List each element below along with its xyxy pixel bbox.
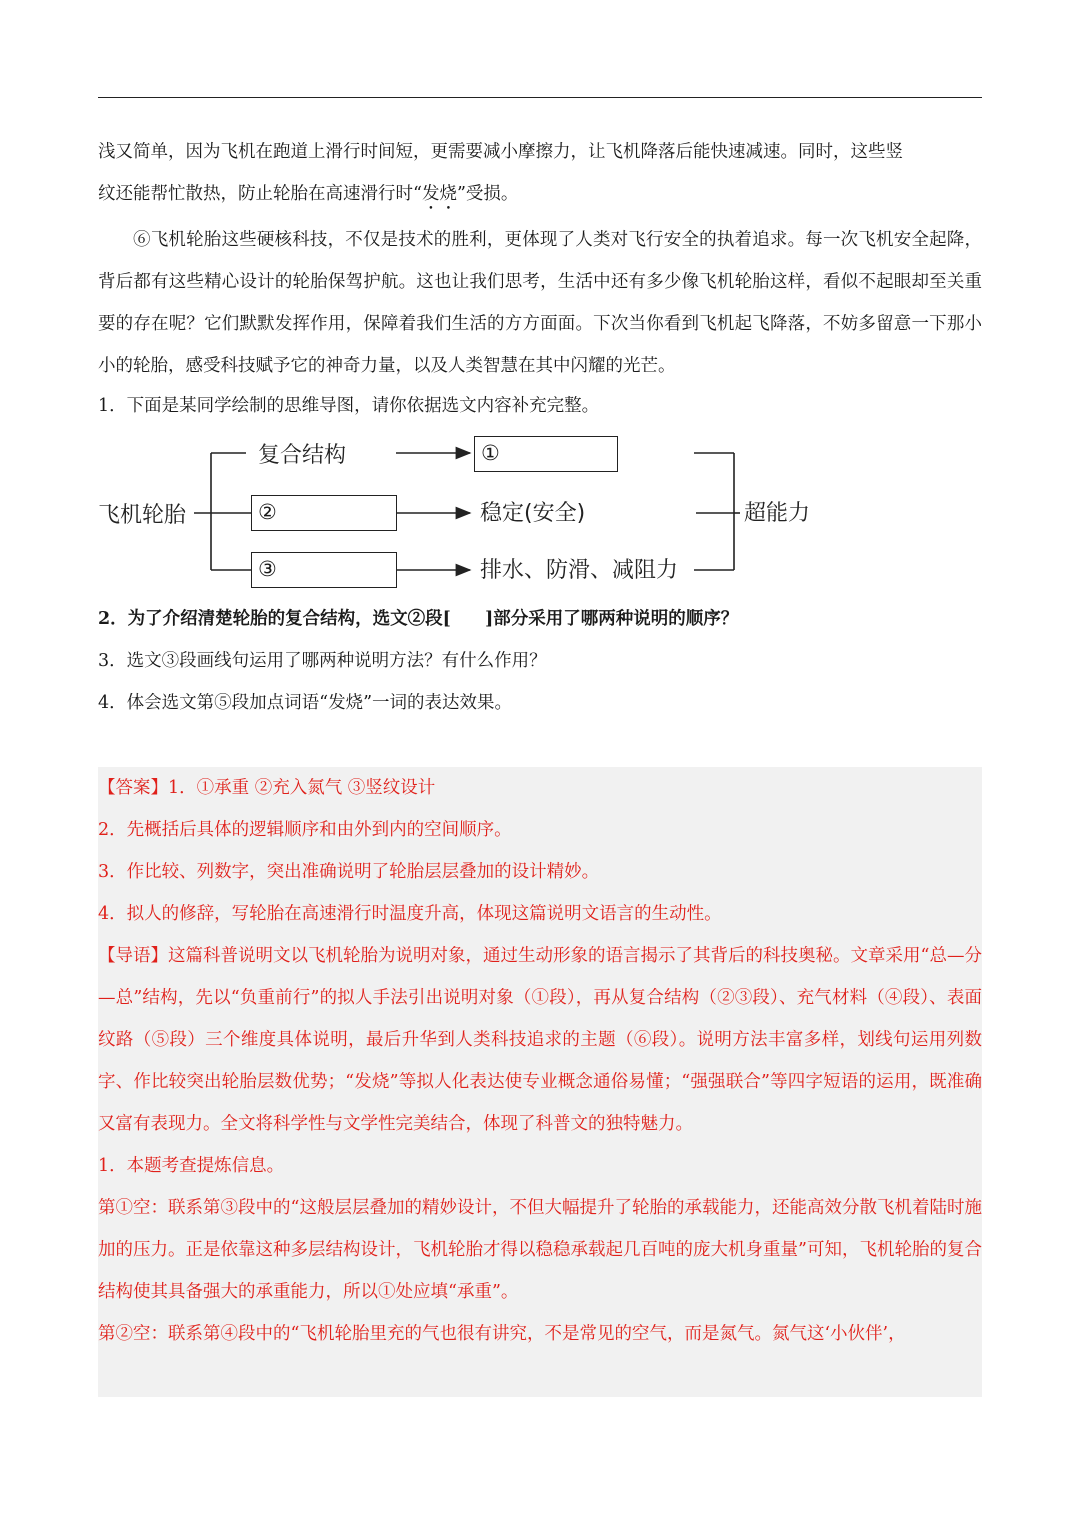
answer-section	[98, 767, 982, 1397]
header-rule	[98, 97, 982, 98]
guide: 【导语】这篇科普说明文以飞机轮胎为说明对象，通过生动形象的语言揭示了其背后的科技奥秘。文章采用“总—分—总”结构，先以“负重前行”的拟人手法引出说明对象（①段），再从复合结构（②③段）、充气材料（④段）、表面纹路（⑤段）三个维度具体说明，最后升华到人类科技追求的主题（⑥段）。说明方法丰富多样，划线句运用列数字、作比较突出轮胎层数优势；“发烧”等拟人化表达使专业概念通俗易懂；“强强联合”等四字短语的运用，既准确又富有表现力。全文将科学性与文学性完美结合，体现了科普文的独特魅力。	[98, 946, 982, 1134]
map-blank3: ③	[251, 552, 397, 588]
question-1: 1．下面是某同学绘制的思维导图，请你依据选文内容补充完整。	[98, 396, 600, 416]
map-summary: 超能力	[744, 501, 811, 526]
para5-line1: 浅又简单，因为飞机在跑道上滑行时间短，更需要减小摩擦力，让飞机降落后能快速减速。同时，这些竖	[98, 142, 903, 162]
answer-1: 【答案】1．①承重 ②充入氮气 ③竖纹设计	[98, 778, 436, 798]
mind-map-lines	[98, 428, 838, 588]
para6: ⑥飞机轮胎这些硬核科技，不仅是技术的胜利，更体现了人类对飞行安全的执着追求。每一次飞机安全起降，背后都有这些精心设计的轮胎保驾护航。这也让我们思考，生活中还有多少像飞机轮胎这样，看似不起眼却至关重要的存在呢？它们默默发挥作用，保障着我们生活的方方面面。下次当你看到飞机起飞降落，不妨多留意一下那小小的轮胎，感受科技赋予它的神奇力量，以及人类智慧在其中闪耀的光芒。	[98, 230, 982, 376]
map-blank2: ②	[251, 495, 397, 531]
answer-4: 4．拟人的修辞，写轮胎在高速滑行时温度升高，体现这篇说明文语言的生动性。	[98, 904, 722, 924]
map-branch2-result: 稳定(安全)	[480, 501, 586, 526]
question-3: 3．选文③段画线句运用了哪两种说明方法？有什么作用？	[98, 651, 547, 671]
map-blank1: ①	[474, 436, 618, 472]
mind-map	[98, 428, 838, 588]
explain-1: 1．本题考查提炼信息。	[98, 1156, 285, 1176]
para5-line2: 纹还能帮忙散热，防止轮胎在高速滑行时“发烧”受损。	[98, 184, 519, 204]
map-branch3-result: 排水、防滑、减阻力	[480, 558, 679, 583]
guide-tag: 【导语】	[98, 946, 169, 966]
questions	[98, 598, 982, 724]
passage	[98, 131, 982, 427]
answer-3: 3．作比较、列数字，突出准确说明了轮胎层层叠加的设计精妙。	[98, 862, 600, 882]
answer-2: 2．先概括后具体的逻辑顺序和由外到内的空间顺序。	[98, 820, 512, 840]
explain-2: 第①空：联系第③段中的“这般层层叠加的精妙设计，不但大幅提升了轮胎的承载能力，还能高效分散飞机着陆时施加的压力。正是依靠这种多层结构设计，飞机轮胎才得以稳稳承载起几百吨的庞大机身重量”可知，飞机轮胎的复合结构使其具备强大的承重能力，所以①处应填“承重”。	[98, 1198, 982, 1302]
answer-tag: 【答案】	[98, 778, 168, 798]
explain-3: 第②空：联系第④段中的“飞机轮胎里充的气也很有讲究，不是常见的空气，而是氮气。氮气这‘小伙伴’，	[98, 1324, 906, 1344]
map-root: 飞机轮胎	[98, 503, 187, 528]
question-2: 2．为了介绍清楚轮胎的复合结构，选文②段[ ]部分采用了哪两种说明的顺序？	[98, 609, 739, 629]
map-branch1: 复合结构	[258, 443, 347, 468]
question-4: 4．体会选文第⑤段加点词语“发烧”一词的表达效果。	[98, 693, 513, 713]
dotted-word: 发烧	[421, 184, 457, 204]
